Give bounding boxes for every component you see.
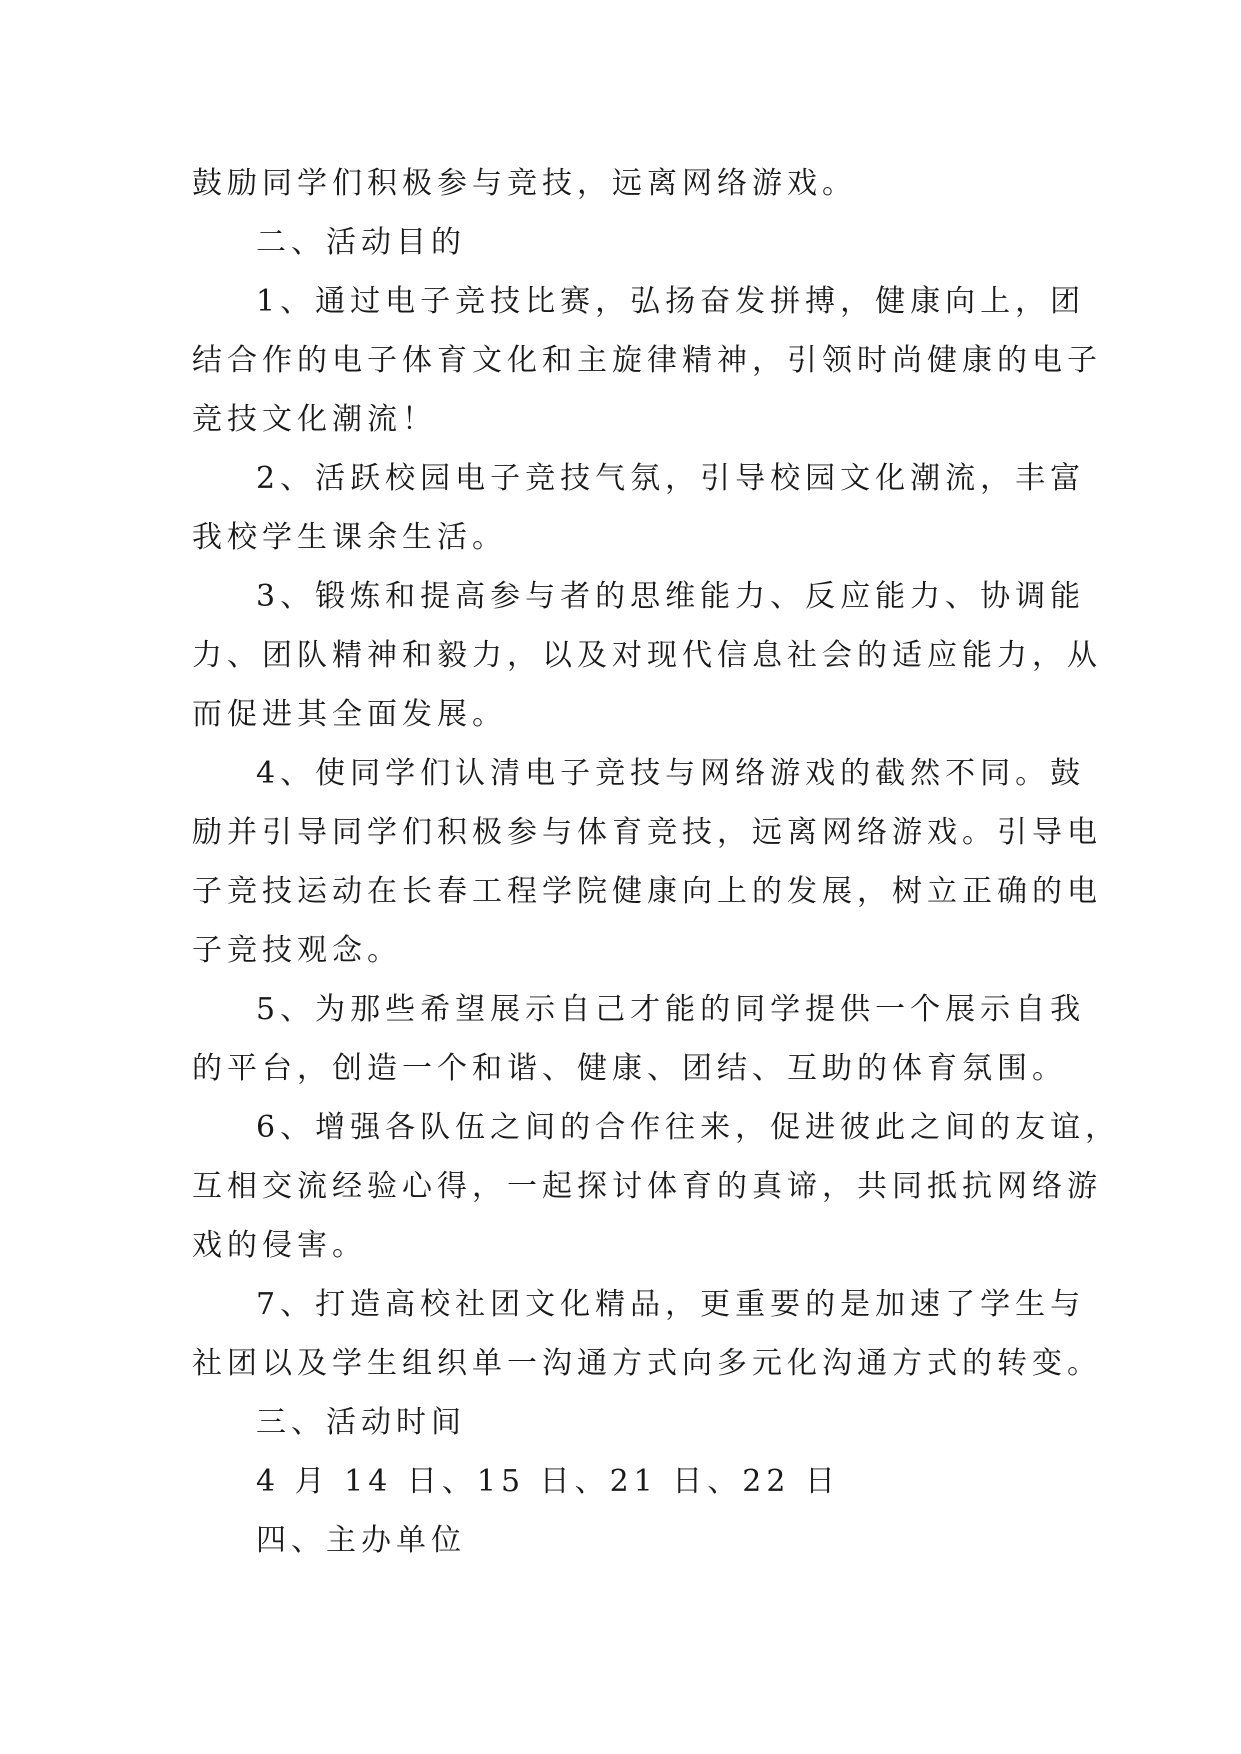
- body-line: 1、通过电子竞技比赛，弘扬奋发拼搏，健康向上，团: [256, 284, 1086, 319]
- body-line: 3、锻炼和提高参与者的思维能力、反应能力、协调能: [256, 579, 1086, 614]
- body-line: 鼓励同学们积极参与竞技，远离网络游戏。: [192, 166, 857, 201]
- section-heading-time: 三、活动时间: [256, 1405, 466, 1440]
- body-line: 互相交流经验心得，一起探讨体育的真谛，共同抵抗网络游: [192, 1169, 1102, 1204]
- body-line: 子竞技观念。: [192, 933, 402, 968]
- body-line: 的平台，创造一个和谐、健康、团结、互助的体育氛围。: [192, 1051, 1067, 1086]
- body-line: 4、使同学们认清电子竞技与网络游戏的截然不同。鼓: [256, 756, 1086, 791]
- body-line: 戏的侵害。: [192, 1228, 367, 1263]
- body-line: 我校学生课余生活。: [192, 520, 507, 555]
- body-line: 5、为那些希望展示自己才能的同学提供一个展示自我: [256, 992, 1086, 1027]
- section-heading-purpose: 二、活动目的: [256, 225, 466, 260]
- body-line: 励并引导同学们积极参与体育竞技，远离网络游戏。引导电: [192, 815, 1102, 850]
- body-line: 力、团队精神和毅力，以及对现代信息社会的适应能力，从: [192, 638, 1102, 673]
- body-line: 结合作的电子体育文化和主旋律精神，引领时尚健康的电子: [192, 343, 1102, 378]
- body-line: 2、活跃校园电子竞技气氛，引导校园文化潮流，丰富: [256, 461, 1086, 496]
- body-line: 而促进其全面发展。: [192, 697, 507, 732]
- body-line: 竞技文化潮流！: [192, 402, 437, 437]
- body-line: 社团以及学生组织单一沟通方式向多元化沟通方式的转变。: [192, 1346, 1102, 1381]
- event-dates: 4 月 14 日、15 日、21 日、22 日: [256, 1464, 840, 1499]
- body-line: 子竞技运动在长春工程学院健康向上的发展，树立正确的电: [192, 874, 1102, 909]
- body-line: 6、增强各队伍之间的合作往来，促进彼此之间的友谊，: [256, 1110, 1121, 1145]
- body-line: 7、打造高校社团文化精品，更重要的是加速了学生与: [256, 1287, 1086, 1322]
- document-body: [192, 154, 1121, 1570]
- section-heading-organizer: 四、主办单位: [256, 1523, 466, 1558]
